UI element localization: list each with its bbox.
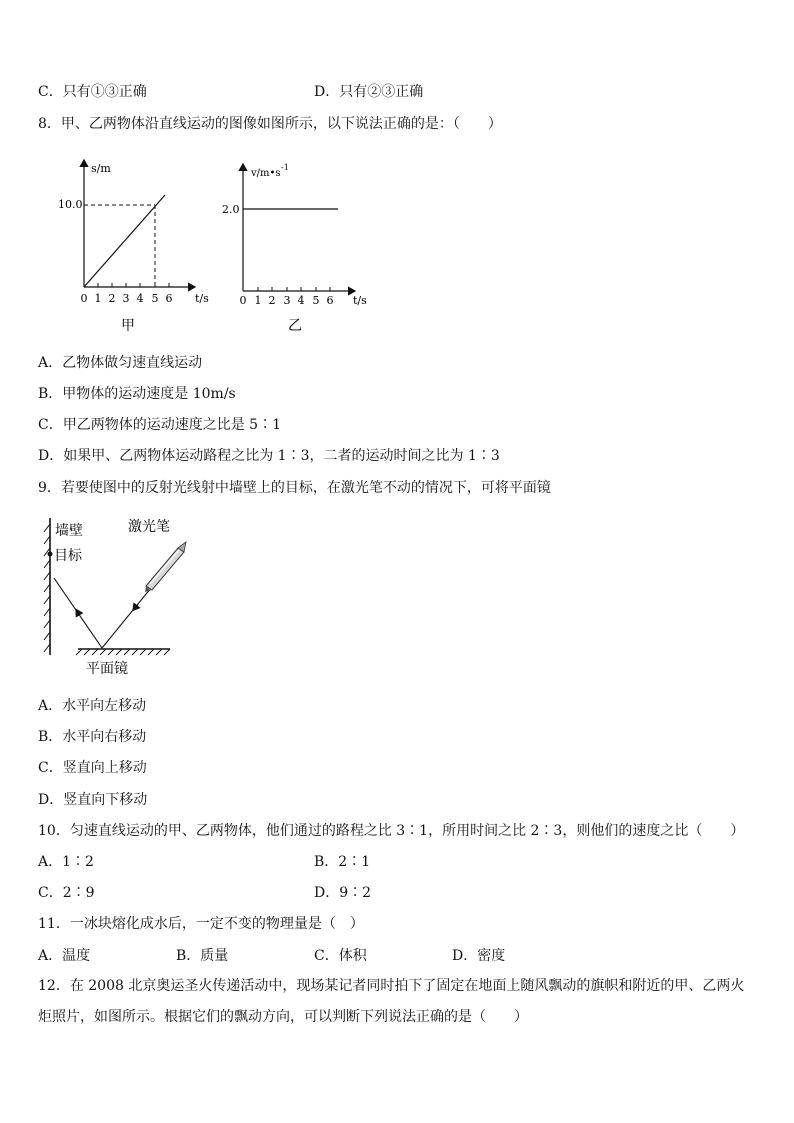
incident-ray (102, 588, 151, 648)
jia-y-tick: 10.0 (58, 198, 83, 211)
q10-option-d: D．9∶2 (314, 885, 372, 901)
yi-caption: 乙 (288, 318, 302, 334)
jia-x-label: t/s (195, 292, 209, 305)
q8-option-b: B．甲物体的运动速度是 10m/s (38, 386, 236, 402)
q12-stem: 12．在 2008 北京奥运圣火传递活动中，现场某记者同时拍下了固定在地面上随风飘动的旗帜和附近的甲、乙两火炬照片，如图所示。根据它们的飘动方向，可以判断下列说法正确的是（ ） (38, 978, 745, 1025)
q9-option-a: A．水平向左移动 (38, 698, 147, 714)
q8-option-a: A．乙物体做匀速直线运动 (38, 355, 203, 371)
q8-graph-jia (55, 150, 220, 335)
yi-x-tick: 5 (312, 294, 320, 307)
jia-x-tick: 2 (108, 292, 116, 305)
q10-option-a: A．1∶2 (38, 854, 94, 870)
laser-label: 激光笔 (128, 519, 170, 535)
jia-x-tick: 3 (122, 292, 130, 305)
yi-y-tick: 2.0 (222, 203, 240, 216)
yi-x-tick: 6 (326, 294, 334, 307)
jia-x-tick: 6 (165, 292, 173, 305)
laser-pen (145, 542, 186, 592)
q9-figure (38, 512, 218, 680)
q9-option-c: C．竖直向上移动 (38, 760, 147, 776)
q7-option-c: C．只有①③正确 (38, 84, 147, 100)
yi-x-tick: 0 (239, 294, 247, 307)
yi-x-tick: 2 (268, 294, 276, 307)
yi-x-tick: 3 (283, 294, 291, 307)
wall-label: 墙壁 (55, 523, 83, 539)
q11-stem: 11．一冰块熔化成水后，一定不变的物理量是（ ） (38, 916, 364, 932)
q11-option-c: C．体积 (314, 948, 367, 964)
jia-y-label: s/m (91, 162, 111, 175)
jia-x-tick: 5 (151, 292, 159, 305)
yi-x-tick: 1 (254, 294, 262, 307)
mirror-label: 平面镜 (86, 661, 128, 677)
q10-option-b: B．2∶1 (314, 854, 371, 870)
q8-option-d: D．如果甲、乙两物体运动路程之比为 1∶3，二者的运动时间之比为 1∶3 (38, 448, 500, 464)
q8-stem: 8．甲、乙两物体沿直线运动的图像如图所示，以下说法正确的是：（ ） (38, 116, 502, 132)
q8-option-c: C．甲乙两物体的运动速度之比是 5∶1 (38, 417, 281, 433)
q9-option-d: D．竖直向下移动 (38, 792, 148, 808)
q9-option-b: B．水平向右移动 (38, 729, 147, 745)
q10-option-c: C．2∶9 (38, 885, 95, 901)
yi-y-label-sup: -1 (281, 163, 289, 172)
q9-stem: 9．若要使图中的反射光线射中墙壁上的目标，在激光笔不动的情况下，可将平面镜 (38, 480, 551, 496)
q7-option-d: D．只有②③正确 (314, 84, 424, 100)
jia-line (84, 195, 165, 287)
yi-x-tick: 4 (297, 294, 305, 307)
q11-option-d: D．密度 (452, 948, 506, 964)
jia-x-tick: 0 (80, 292, 88, 305)
jia-x-tick: 1 (94, 292, 102, 305)
jia-x-tick: 4 (136, 292, 144, 305)
target-dot (48, 552, 53, 557)
q11-option-b: B．质量 (176, 948, 229, 964)
target-label: 目标 (54, 548, 82, 564)
jia-caption: 甲 (121, 318, 135, 334)
yi-x-label: t/s (353, 294, 367, 307)
q11-option-a: A．温度 (38, 948, 91, 964)
q10-stem: 10．匀速直线运动的甲、乙两物体，他们通过的路程之比 3∶1，所用时间之比 2∶3，则他们的速度之比（ ） (38, 823, 745, 839)
q8-graph-yi (215, 150, 380, 335)
yi-y-label: v/m•s (251, 168, 281, 179)
